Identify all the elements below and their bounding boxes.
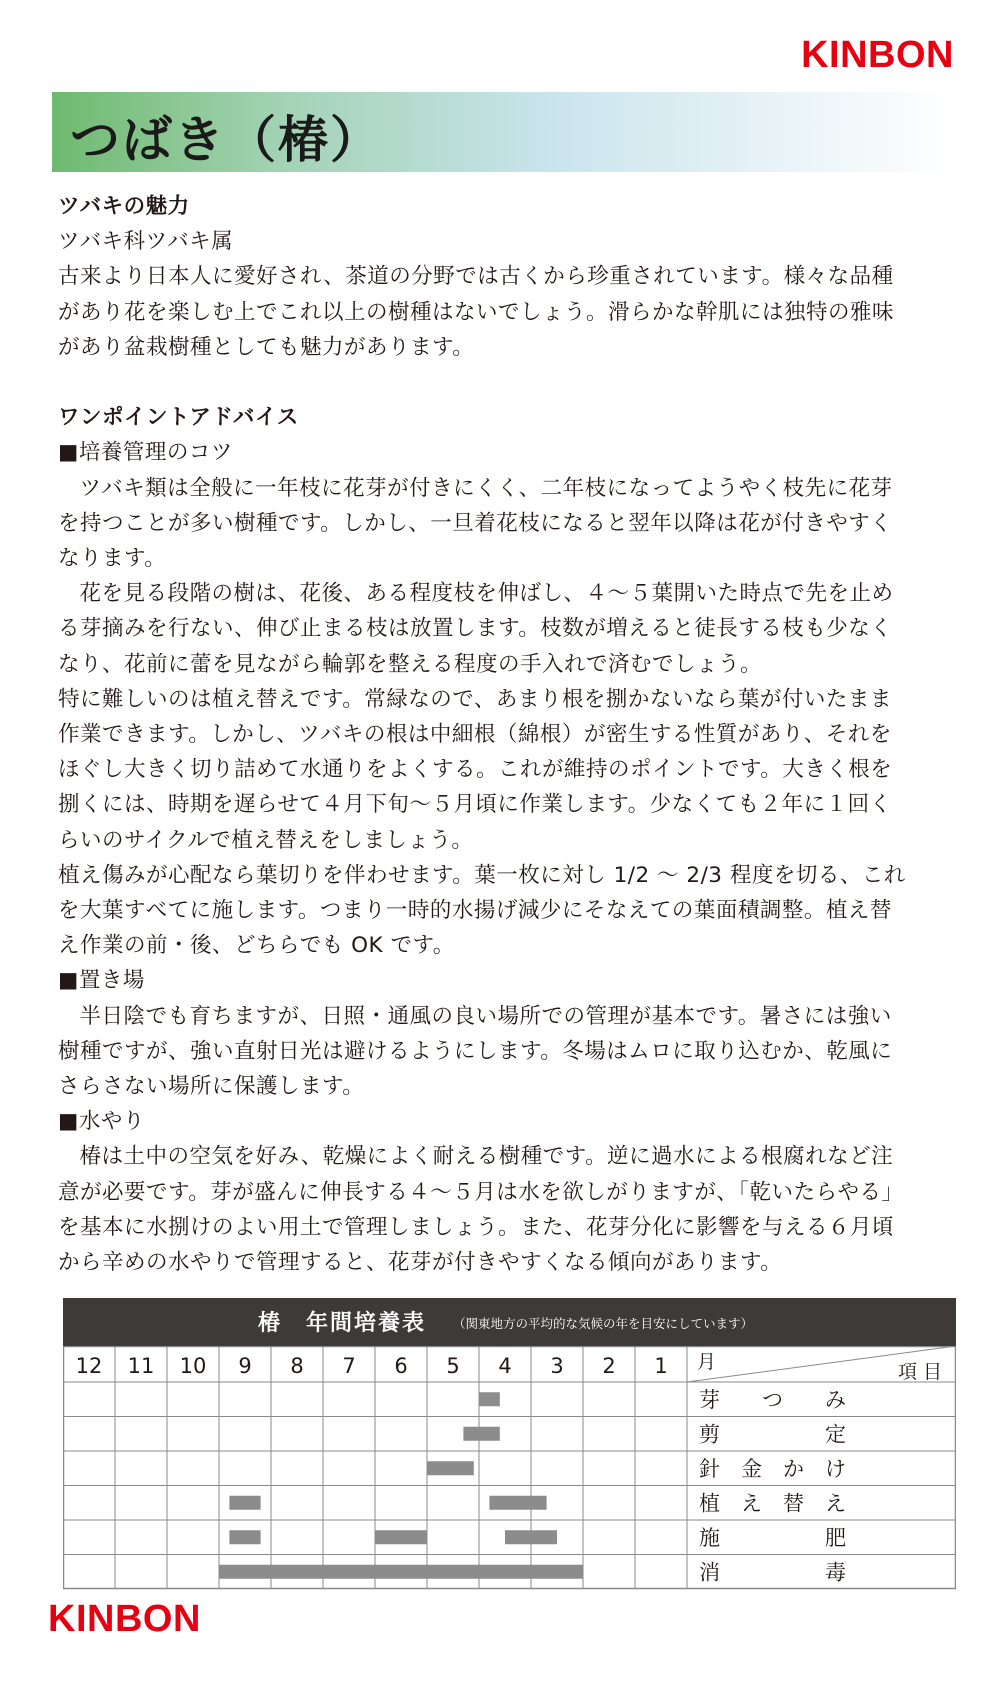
charm-body bbox=[58, 259, 958, 365]
calendar-note: （関東地方の平均的な気候の年を目安にしています） bbox=[453, 1316, 754, 1331]
brand-logo-top: KINBON bbox=[801, 34, 954, 76]
calendar-title: 椿 年間培養表 bbox=[258, 1310, 427, 1336]
brand-logo-bottom: KINBON bbox=[48, 1598, 201, 1640]
advice-heading: ワンポイントアドバイス bbox=[58, 405, 299, 431]
calendar-header bbox=[63, 1298, 956, 1346]
task-label: 剪 定 bbox=[699, 1422, 846, 1447]
month-label: 1 bbox=[654, 1354, 668, 1378]
text-line: さらさない場所に保護します。 bbox=[58, 1074, 365, 1100]
text-line: 花を見る段階の樹は、花後、ある程度枝を伸ばし、４～５葉開いた時点で先を止め bbox=[79, 581, 894, 607]
schedule-bar bbox=[427, 1461, 474, 1475]
schedule-bar bbox=[479, 1392, 500, 1406]
culture-paragraph-1 bbox=[58, 471, 958, 577]
text-line: る芽摘みを行ない、伸び止まる枝は放置します。枝数が増えると徒長する枝も少なく bbox=[58, 616, 893, 642]
schedule-bar bbox=[229, 1530, 260, 1544]
text-line: から辛めの水やりで管理すると、花芽が付きやすくなる傾向があります。 bbox=[58, 1250, 783, 1276]
text-line: があり盆栽樹種としても魅力があります。 bbox=[58, 334, 475, 360]
water-heading: ■水やり bbox=[58, 1109, 145, 1135]
text-line: を基本に水捌けのよい用土で管理しましょう。また、花芽分化に影響を与える６月頃 bbox=[58, 1214, 895, 1240]
text-line: を持つことが多い樹種です。しかし、一旦着花枝になると翌年以降は花が付きやすく bbox=[58, 510, 893, 536]
schedule-bar bbox=[229, 1496, 260, 1510]
text-line: ツバキ類は全般に一年枝に花芽が付きにくく、二年枝になってようやく枝先に花芽 bbox=[79, 475, 893, 501]
culture-heading: ■培養管理のコツ bbox=[58, 440, 233, 466]
family-line: ツバキ科ツバキ属 bbox=[58, 229, 234, 255]
annual-care-calendar bbox=[63, 1298, 956, 1611]
text-line: 樹種ですが、強い直射日光は避けるようにします。冬場はムロに取り込むか、乾風に bbox=[58, 1038, 893, 1064]
charm-heading: ツバキの魅力 bbox=[58, 194, 190, 219]
text-line: 特に難しいのは植え替えです。常緑なので、あまり根を捌かないなら葉が付いたまま bbox=[58, 686, 892, 712]
schedule-bar bbox=[463, 1427, 499, 1441]
culture-paragraph-2 bbox=[58, 576, 958, 682]
text-line: 古来より日本人に愛好され、茶道の分野では古くから珍重されています。様々な品種 bbox=[58, 264, 894, 290]
place-heading: ■置き場 bbox=[58, 968, 145, 994]
month-label: 10 bbox=[179, 1354, 207, 1378]
culture-paragraph-4 bbox=[58, 858, 958, 964]
water-body bbox=[58, 1139, 958, 1280]
task-label: 消 毒 bbox=[699, 1560, 846, 1585]
calendar-grid bbox=[63, 1346, 956, 1611]
schedule-bar bbox=[505, 1530, 557, 1544]
task-label: 施 肥 bbox=[699, 1526, 846, 1550]
schedule-bar bbox=[375, 1530, 427, 1544]
text-line: え作業の前・後、どちらでも OK です。 bbox=[58, 933, 455, 959]
task-label: 針 金 か け bbox=[699, 1457, 846, 1481]
text-line: 椿は土中の空気を好み、乾燥によく耐える樹種です。逆に過水による根腐れなど注 bbox=[79, 1144, 894, 1170]
text-line: 意が必要です。芽が盛んに伸長する４～５月は水を欲しがりますが、「乾いたらやる」 bbox=[58, 1179, 904, 1205]
text-line: を大葉すべてに施します。つまり一時的水揚げ減少にそなえての葉面積調整。植え替 bbox=[58, 898, 892, 924]
place-body bbox=[58, 999, 958, 1105]
month-label: 6 bbox=[394, 1354, 408, 1378]
task-label: 植 え 替 え bbox=[699, 1491, 846, 1516]
text-line: 植え傷みが心配なら葉切りを伴わせます。葉一枚に対し 1/2 ～ 2/3 程度を切る、これ bbox=[58, 862, 906, 888]
month-axis-label: 月 bbox=[697, 1351, 717, 1373]
text-line: なり、花前に蕾を見ながら輪郭を整える程度の手入れで済むでしょう。 bbox=[58, 651, 763, 677]
schedule-bar bbox=[489, 1496, 546, 1510]
month-label: 3 bbox=[550, 1354, 564, 1378]
month-label: 9 bbox=[238, 1354, 252, 1378]
month-label: 12 bbox=[75, 1354, 103, 1378]
task-label: 芽 つ み bbox=[699, 1388, 846, 1412]
text-line: 捌くには、時期を遅らせて４月下旬～５月頃に作業します。少なくても２年に１回く bbox=[58, 792, 892, 818]
text-line: 作業できます。しかし、ツバキの根は中細根（綿根）が密生する性質があり、それを bbox=[58, 722, 892, 748]
month-label: 5 bbox=[446, 1354, 460, 1378]
text-line: らいのサイクルで植え替えをしましょう。 bbox=[58, 827, 474, 853]
calendar-grid-svg bbox=[63, 1346, 956, 1611]
section-spacer bbox=[58, 365, 958, 400]
month-label: 2 bbox=[602, 1354, 616, 1378]
title-band bbox=[52, 92, 955, 172]
month-label: 11 bbox=[127, 1354, 155, 1378]
culture-paragraph-3 bbox=[58, 682, 958, 858]
article-body bbox=[58, 189, 958, 1280]
month-label: 8 bbox=[290, 1354, 304, 1378]
item-axis-label: 項 目 bbox=[897, 1361, 942, 1383]
text-line: なります。 bbox=[58, 546, 167, 572]
schedule-bar bbox=[219, 1565, 583, 1579]
month-label: 7 bbox=[342, 1354, 356, 1378]
page-title: つばき（椿） bbox=[70, 110, 382, 169]
text-line: ほぐし大きく切り詰めて水通りをよくする。これが維持のポイントです。大きく根を bbox=[58, 757, 893, 783]
text-line: があり花を楽しむ上でこれ以上の樹種はないでしょう。滑らかな幹肌には独特の雅味 bbox=[58, 299, 895, 325]
text-line: 半日陰でも育ちますが、日照・通風の良い場所での管理が基本です。暑さには強い bbox=[79, 1003, 892, 1029]
month-label: 4 bbox=[498, 1354, 512, 1378]
